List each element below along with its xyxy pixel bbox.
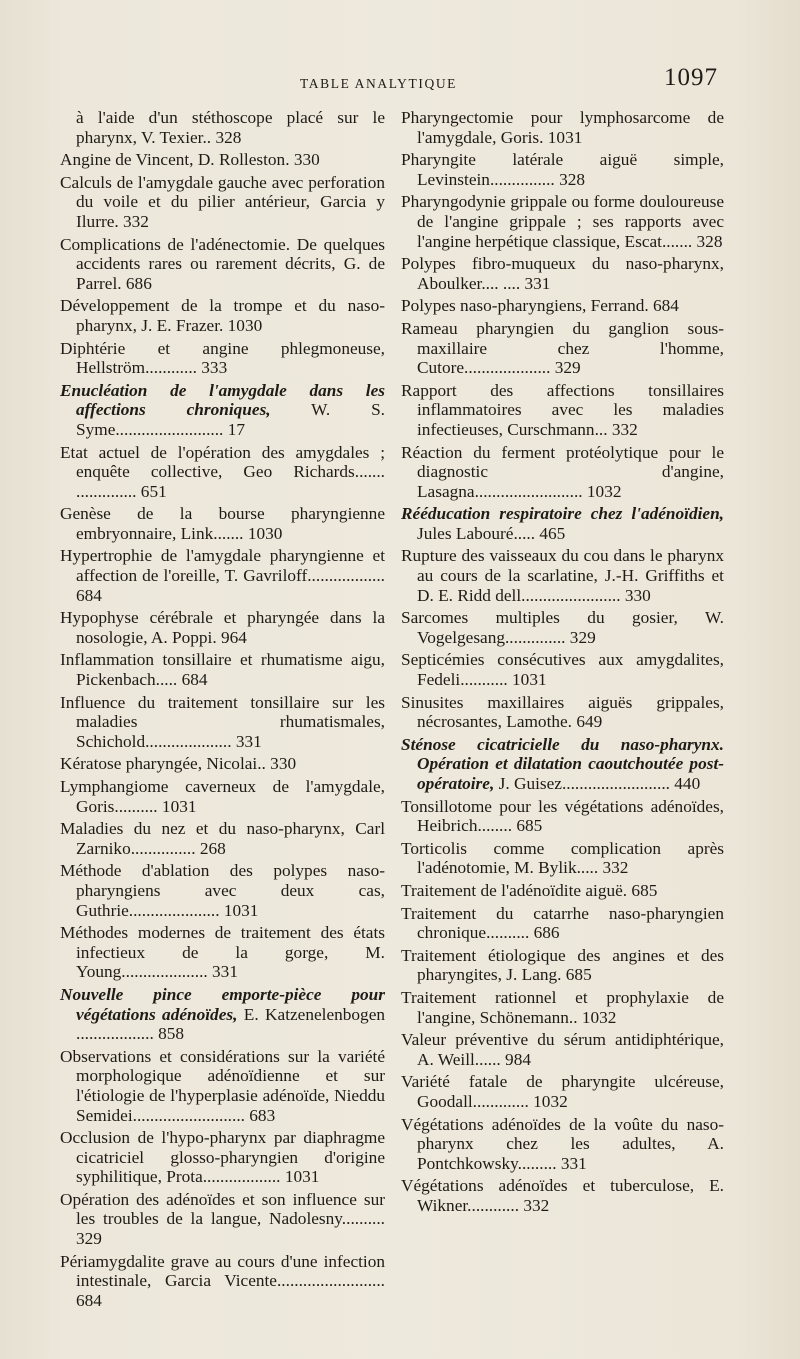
entry-page-ref: 1031 [543, 127, 583, 147]
entry-title: Traitement de l'adénoïdite aiguë. [401, 880, 628, 900]
left-column [60, 108, 385, 1313]
entry-author: Hellström............ [76, 358, 197, 378]
running-title: TABLE ANALYTIQUE [300, 76, 458, 91]
entry-author: Lasagna......................... [417, 481, 583, 501]
entry-title: Développement de la trompe et du naso-pharynx, [60, 296, 385, 335]
entry-author: V. Texier.. [136, 127, 212, 147]
entry-title: Kératose pharyngée, [60, 754, 203, 774]
entry-page-ref: 649 [572, 712, 603, 732]
entry-title: Pharyngite latérale aiguë simple, [401, 150, 724, 170]
entry-title: Diphtérie et angine phlegmoneuse, [60, 338, 385, 358]
entry-title: Pharyngectomie pour lymphosarcome de l'amygdale, [401, 108, 724, 147]
entry-page-ref: 685 [627, 880, 658, 900]
index-entry [401, 108, 724, 147]
entry-title: Hypertrophie de l'amygdale pharyngienne et affection de l'oreille, [60, 546, 385, 586]
entry-page-ref: 684 [177, 670, 208, 690]
entry-author: Nieddu Semidei.......................... [76, 1085, 385, 1125]
entry-author: A. Poppi. [147, 627, 217, 647]
entry-page-ref: 984 [500, 1049, 531, 1069]
entry-title: Végétations adénoïdes de la voûte du naso-pharynx chez les adultes, [401, 1114, 724, 1154]
entry-title: Genèse de la bourse pharyngienne embryonnaire, [60, 504, 385, 543]
entry-author: E. Katzenelenbogen .................. [76, 1004, 386, 1044]
index-entry [401, 735, 724, 794]
index-entry [401, 504, 724, 543]
index-entry [401, 904, 724, 943]
entry-title: Calculs de l'amygdale gauche avec perforation du voile et du pilier antérieur, [60, 172, 385, 212]
entry-title: Polypes naso-pharyngiens, [401, 296, 587, 316]
running-head [0, 62, 800, 92]
entry-author: Nadolesny.......... [261, 1209, 386, 1229]
page-number: 1097 [664, 64, 718, 91]
entry-title: Sinusites maxillaires aiguës grippales, nécrosantes, [401, 692, 724, 732]
entry-title: Rupture des vaisseaux du cou dans le pharynx au cours de la scarlatine, [401, 546, 724, 586]
entry-author: Heibrich........ [417, 816, 513, 836]
index-entry [401, 1072, 724, 1111]
entry-page-ref: 332 [598, 858, 629, 878]
entry-page-ref: 684 [648, 296, 679, 316]
entry-page-ref: 331 [231, 731, 262, 751]
entry-page-ref: 1032 [582, 481, 622, 501]
entry-author: Prota.................. [161, 1167, 281, 1187]
entry-author: Lamothe. [501, 712, 572, 732]
entry-page-ref: 332 [607, 419, 638, 439]
entry-author: A. Pontchkowsky......... [417, 1134, 724, 1173]
entry-author: J. E. Frazer. [136, 315, 224, 335]
index-entry [60, 608, 385, 647]
index-entry [60, 754, 385, 774]
index-entry [60, 777, 385, 816]
index-entry [60, 296, 385, 335]
entry-title: Enucléation de l'amygdale dans les affections chroniques, [60, 380, 385, 420]
entry-author: Goodall............. [417, 1091, 529, 1111]
entry-title: Sténose cicatricielle du naso-pharynx. Opération et dilatation caoutchoutée post-opératoire, [401, 734, 724, 793]
entry-title: Etat actuel de l'opération des amygdales ; enquête collective, [60, 442, 385, 482]
entry-title: Torticolis comme complication après l'adénotomie, [401, 838, 724, 878]
entry-page-ref: 465 [535, 523, 566, 543]
entry-page-ref: 686 [121, 273, 152, 293]
index-entry [60, 1190, 385, 1249]
entry-title: Sarcomes multiples du gosier, [401, 608, 678, 628]
entry-page-ref: 1031 [507, 670, 547, 690]
entry-author: Escat....... [620, 231, 693, 251]
index-entry [401, 946, 724, 985]
index-entry [60, 443, 385, 502]
index-entry [60, 985, 385, 1044]
index-entry [60, 1128, 385, 1187]
index-entry [60, 693, 385, 752]
entry-page-ref: 440 [669, 774, 701, 793]
index-entry [401, 150, 724, 189]
entry-title: Traitement étiologique des angines et des pharyngites, [401, 945, 724, 985]
entry-page-ref: 17 [223, 419, 245, 439]
entry-title: Rameau pharyngien du ganglion sous-maxillaire chez l'homme, [401, 318, 724, 358]
index-entry [401, 1115, 724, 1174]
entry-title: Hypophyse cérébrale et pharyngée dans la nosologie, [60, 608, 385, 647]
entry-title: Lymphangiome caverneux de l'amygdale, [60, 777, 385, 796]
entry-author: M. Young.................... [76, 942, 385, 982]
entry-page-ref: 268 [195, 838, 226, 858]
entry-title: Angine de Vincent, [60, 150, 194, 170]
entry-author: Carl Zarniko............... [76, 819, 385, 858]
entry-page-ref: 1031 [280, 1167, 320, 1187]
entry-page-ref: 331 [207, 962, 238, 982]
entry-page-ref: 1031 [219, 900, 259, 920]
entry-title: Méthodes modernes de traitement des états infectieux de la gorge, [60, 923, 385, 962]
entry-author: Schichold.................... [76, 731, 232, 751]
entry-page-ref: 331 [556, 1153, 587, 1173]
entry-page-ref: 1031 [157, 796, 197, 816]
entry-author: Cutore.................... [417, 358, 551, 378]
index-entry [60, 1047, 385, 1125]
entry-author: A. Weill...... [417, 1049, 501, 1069]
entry-author: Aboulker.... .... [417, 273, 521, 293]
entry-page-ref: 964 [216, 627, 247, 647]
entry-title: Influence du traitement tonsillaire sur les maladies rhumatismales, [60, 692, 385, 732]
entry-author: M. Bylik..... [509, 858, 599, 878]
index-entry [401, 839, 724, 878]
index-entry [60, 381, 385, 440]
index-entry [401, 296, 724, 316]
entry-title: Maladies du nez et du naso-pharynx, [60, 819, 345, 839]
right-column [401, 108, 724, 1218]
entry-page-ref: 684 [76, 585, 102, 605]
entry-title: Variété fatale de pharyngite ulcéreuse, [401, 1072, 724, 1092]
entry-page-ref: 330 [265, 754, 297, 774]
entry-author: J. Guisez......................... [494, 774, 670, 793]
index-entry [60, 819, 385, 858]
entry-page-ref: 858 [153, 1024, 185, 1044]
entry-page-ref: 328 [554, 169, 586, 189]
entry-page-ref: 1032 [528, 1091, 568, 1111]
index-entry [60, 1252, 385, 1311]
index-entry [60, 650, 385, 689]
entry-author: .......... [486, 923, 530, 943]
entry-title: Périamygdalite grave au cours d'une infection intestinale, [60, 1251, 385, 1291]
index-entry [401, 881, 724, 901]
entry-title: Traitement rationnel et prophylaxie de l'angine, [401, 987, 724, 1027]
entry-page-ref: 332 [519, 1195, 550, 1215]
index-entry [401, 988, 724, 1027]
index-entry [401, 608, 724, 647]
entry-page-ref: 686 [529, 923, 560, 943]
entry-page-ref: 329 [565, 627, 596, 647]
index-entry [60, 235, 385, 294]
index-entry [60, 546, 385, 605]
entry-author: Goris. [496, 127, 544, 147]
index-entry [401, 546, 724, 605]
entry-author: Garcia Vicente......................... [151, 1271, 385, 1291]
entry-author: J.-H. Griffiths et D. E. Ridd dell....................... [417, 566, 724, 605]
entry-title: Observations et considérations sur la variété morphologique adénoïdienne et sur l'étiologie de l'hyperplasie adénoïde, [60, 1046, 385, 1105]
entry-title: à l'aide d'un stéthoscope placé sur le pharynx, [76, 108, 385, 147]
entry-title: Occlusion de l'hypo-pharynx par diaphragme cicatriciel glosso-pharyngien d'origine syphilitique, [60, 1128, 385, 1187]
entry-author: J. Lang. [501, 965, 562, 985]
entry-author: T. Gavriloff.................. [219, 566, 385, 586]
entry-title: Végétations adénoïdes et tuberculose, [401, 1176, 695, 1196]
entry-author: Pickenbach..... [76, 670, 178, 690]
index-entry [401, 319, 724, 378]
entry-author: Schönemann.. [475, 1007, 578, 1027]
entry-page-ref: 683 [244, 1105, 276, 1125]
entry-author: Guthrie..................... [76, 900, 220, 920]
entry-title: Opération des adénoïdes et son influence sur les troubles de la langue, [60, 1189, 385, 1229]
entry-title: Rééducation respiratoire chez l'adénoïdien, [401, 504, 724, 524]
entry-page-ref: 685 [512, 816, 543, 836]
entry-author: Garcia y Ilurre. [76, 192, 386, 231]
index-entry [401, 650, 724, 689]
index-entry [401, 192, 724, 251]
entry-page-ref: 328 [211, 127, 242, 147]
entry-page-ref: 331 [520, 273, 551, 293]
index-entry [401, 381, 724, 440]
entry-page-ref: 329 [76, 1229, 102, 1249]
entry-author: Fedeli........... [417, 670, 508, 690]
entry-page-ref: 333 [196, 358, 228, 378]
entry-title: Tonsillotome pour les végétations adénoïdes, [401, 796, 724, 816]
entry-title: Rapport des affections tonsillaires inflammatoires avec les maladies infectieuses, [401, 380, 724, 439]
entry-page-ref: 332 [118, 211, 149, 231]
entry-author: Curschmann... [502, 419, 608, 439]
entry-title: Réaction du ferment protéolytique pour le diagnostic d'angine, [401, 442, 724, 482]
entry-page-ref: 1030 [243, 523, 283, 543]
entry-page-ref: 330 [289, 150, 320, 170]
entry-title: Méthode d'ablation des polypes naso-pharyngiens avec deux cas, [60, 861, 385, 900]
entry-author: W. Vogelgesang.............. [417, 608, 724, 647]
index-entry [401, 797, 724, 836]
entry-page-ref: 1032 [577, 1007, 617, 1027]
index-entry [60, 173, 385, 232]
entry-author: E. Wikner............ [417, 1176, 724, 1215]
entry-title: Nouvelle pince emporte-pièce pour végétations adénoïdes, [60, 984, 385, 1024]
entry-title: Valeur préventive du sérum antidiphtérique, [401, 1030, 724, 1050]
entry-page-ref: 1030 [223, 315, 263, 335]
entry-page-ref: 329 [550, 358, 581, 378]
entry-page-ref: 685 [561, 965, 592, 985]
index-entry [401, 693, 724, 732]
entry-title: Traitement du catarrhe naso-pharyngien chronique [401, 903, 724, 943]
entry-author: Jules Labouré..... [417, 523, 536, 543]
entry-author: Levinstein............... [417, 169, 555, 189]
entry-page-ref: 330 [620, 585, 651, 605]
index-entry [401, 443, 724, 502]
entry-author: Link....... [176, 523, 244, 543]
entry-page-ref: 651 [136, 481, 167, 501]
index-entry [60, 150, 385, 170]
index-entry [401, 254, 724, 293]
entry-title: Complications de l'adénectomie. De quelques accidents rares ou rarement décrits, [60, 234, 385, 274]
index-entry [401, 1030, 724, 1069]
entry-author: W. S. Syme......................... [76, 400, 385, 439]
index-entry [60, 861, 385, 920]
index-entry [60, 923, 385, 982]
entry-author: G. de Parrel. [76, 254, 385, 293]
entry-page-ref: 684 [76, 1290, 102, 1310]
index-entry [60, 504, 385, 543]
entry-author: Geo Richards....... .............. [76, 462, 385, 501]
entry-title: Pharyngodynie grippale ou forme douloureuse de l'angine grippale ; ses rapports avec l'angine herpétique classique, [401, 192, 724, 251]
entry-author: D. Rolleston. [193, 150, 290, 170]
entry-author: Goris.......... [76, 796, 158, 816]
entry-title: Inflammation tonsillaire et rhumatisme aigu, [60, 650, 385, 670]
index-entry [401, 1176, 724, 1215]
index-entry [60, 339, 385, 378]
entry-page-ref: 328 [692, 231, 723, 251]
entry-title: Polypes fibro-muqueux du naso-pharynx, [401, 254, 724, 274]
entry-author: Nicolai.. [202, 754, 266, 774]
entry-title: Septicémies consécutives aux amygdalites, [401, 650, 724, 670]
entry-author: Ferrand. [586, 296, 649, 316]
index-entry [60, 108, 385, 147]
